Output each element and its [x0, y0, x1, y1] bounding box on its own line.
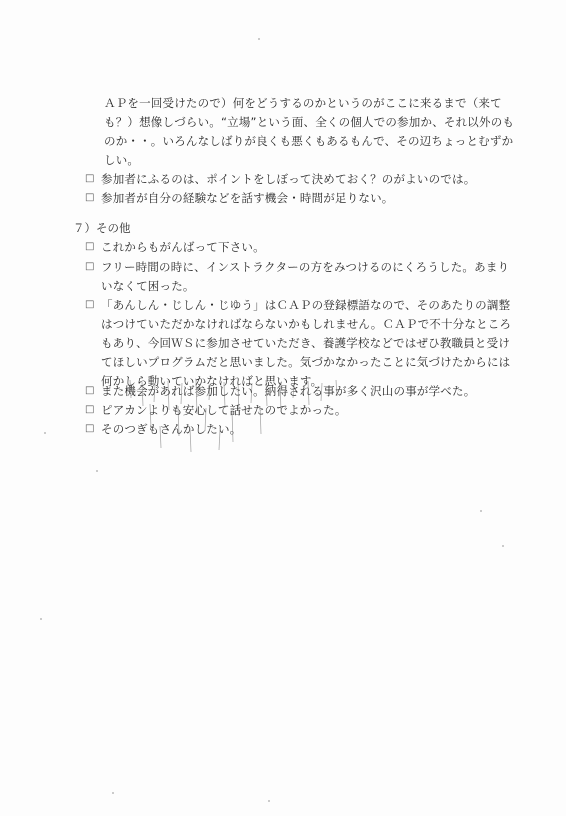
list-item-continuation: てほしいプログラムだと思いました。気づかなかったことに気づけたからには	[101, 355, 511, 369]
checkbox-icon: □	[85, 261, 95, 272]
list-item: 参加者が自分の経験などを話す機会・時間が足りない。	[101, 191, 394, 205]
checkbox-icon: □	[85, 299, 95, 310]
list-item: フリー時間の時に、インストラクターの方をみつけるのにくろうした。あまり	[101, 260, 510, 274]
section-heading: ７）その他	[73, 221, 131, 235]
continuation-line-2: も？）想像しづらい。“立場”という面、全くの個人での参加か、それ以外のも	[104, 115, 515, 129]
scan-speck	[502, 545, 504, 547]
list-item: そのつぎもさんかしたい。	[101, 422, 242, 436]
checkbox-icon: □	[85, 192, 95, 203]
scan-speck	[44, 432, 46, 434]
list-item-continuation: いなくて困った。	[101, 279, 195, 293]
list-item-continuation: はつけていただかなければならないかもしれません。ＣＡＰで不十分なところ	[101, 317, 512, 331]
continuation-line-4: しい。	[104, 153, 140, 167]
list-item: これからもがんばって下さい。	[101, 240, 265, 254]
scan-speck	[258, 38, 260, 40]
checkbox-icon: □	[85, 404, 95, 415]
scan-speck	[40, 618, 42, 620]
list-item: 「あんしん・じしん・じゆう」はＣＡＰの登録標語なので、そのあたりの調整	[101, 298, 511, 312]
scan-speck	[96, 470, 98, 472]
checkbox-icon: □	[85, 385, 95, 396]
checkbox-icon: □	[85, 423, 95, 434]
checkbox-icon: □	[85, 173, 95, 184]
continuation-line-3: のか・・。いろんなしばりが良くも悪くもあるもんで、その辺ちょっとむずか	[104, 134, 514, 148]
scan-speck	[480, 510, 482, 512]
list-item-continuation: 何かしら動いていかなければと思います。	[101, 374, 323, 388]
scan-speck	[268, 800, 270, 802]
list-item: ピアカンよりも安心して話せたのでよかった。	[101, 403, 347, 417]
continuation-line-1: ＡＰを一回受けたので）何をどうするのかというのがここに来るまで（来て	[104, 96, 502, 110]
list-item-continuation: もあり、今回ＷＳに参加させていただき、養護学校などではぜひ教職員と受け	[101, 336, 511, 350]
scan-speck	[112, 792, 114, 794]
list-item: また機会があれば参加したい。納得される事が多く沢山の事が学べた。	[101, 384, 476, 398]
list-item: 参加者にふるのは、ポイントをしぼって決めておく？のがよいのでは。	[101, 172, 476, 186]
checkbox-icon: □	[85, 241, 95, 252]
